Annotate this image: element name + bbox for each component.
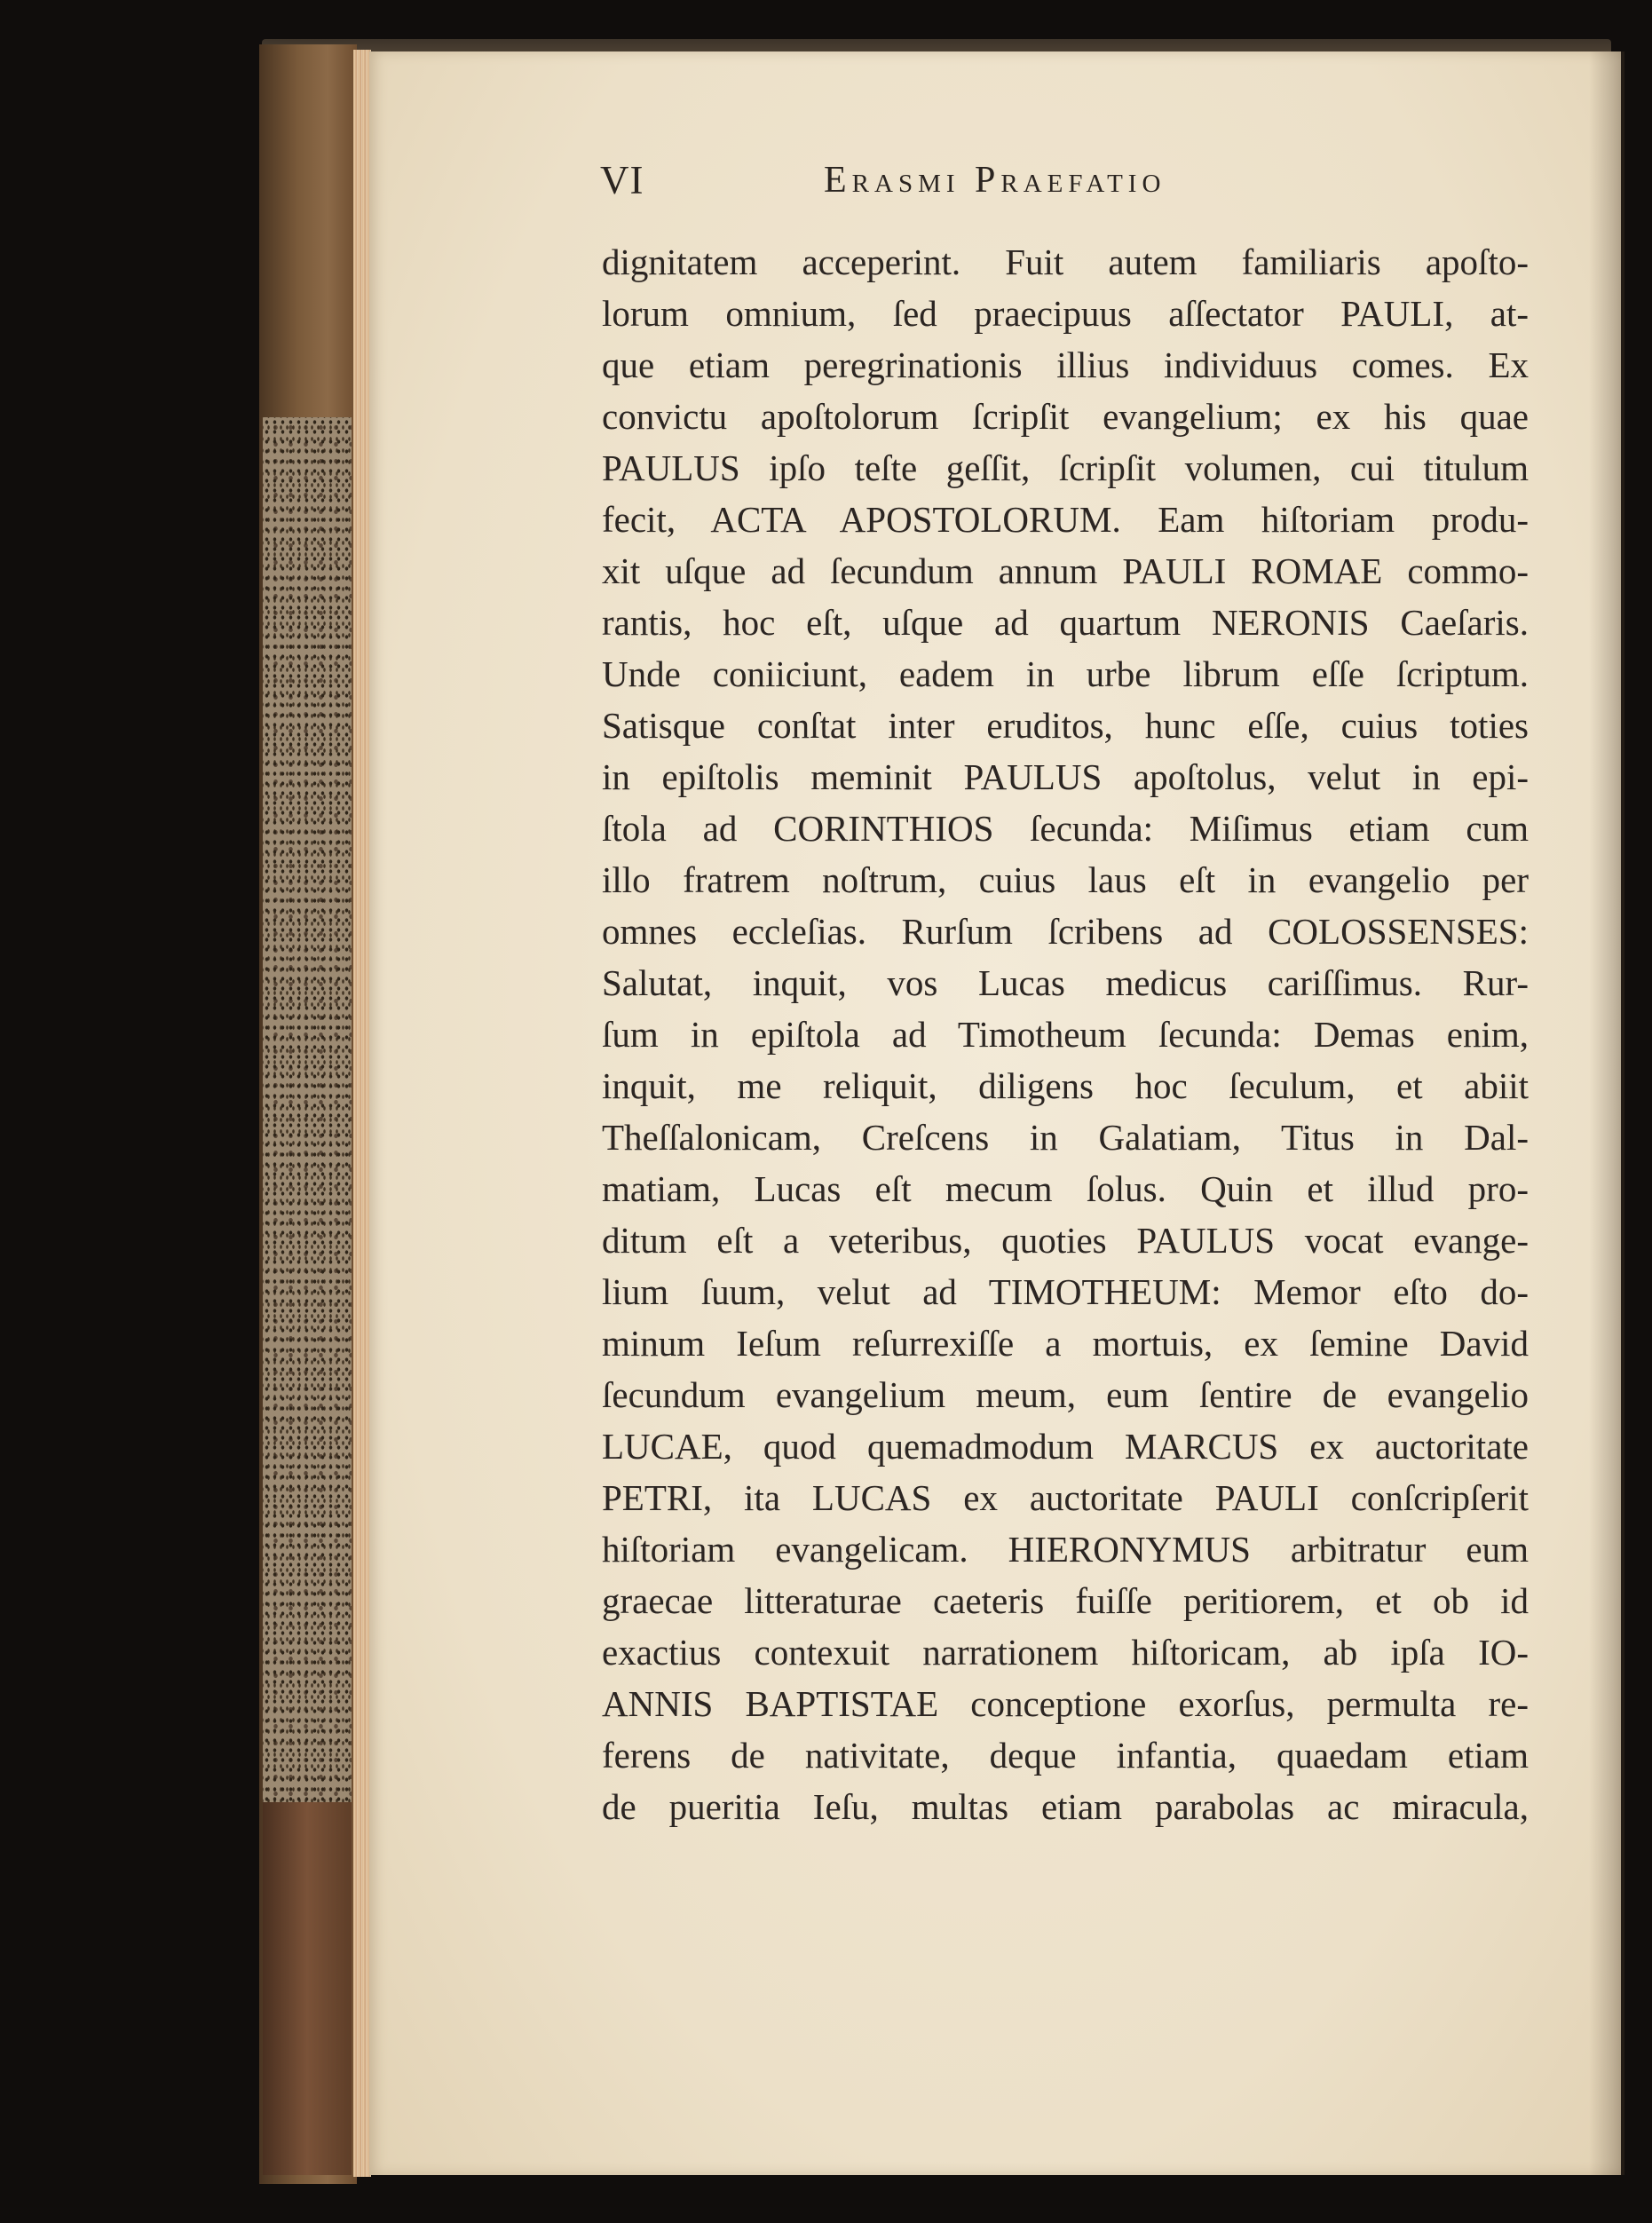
text-line: matiam, Lucas eſt mecum ſolus. Quin et illud pro- xyxy=(602,1168,1529,1209)
text-line: Salutat, inquit, vos Lucas medicus cariſſimus. Rur- xyxy=(602,962,1529,1003)
text-line: minum Ieſum reſurrexiſſe a mortuis, ex ſemine David xyxy=(602,1323,1529,1364)
text-line: ſtola ad CORINTHIOS ſecunda: Miſimus etiam cum xyxy=(602,808,1529,849)
page-gutter-shadow xyxy=(1589,51,1624,2175)
text-line: in epiſtolis meminit PAULUS apoſtolus, velut in epi- xyxy=(602,756,1529,797)
text-line: fecit, ACTA APOSTOLORUM. Eam hiſtoriam produ- xyxy=(602,499,1529,540)
text-line: rantis, hoc eſt, uſque ad quartum NERONIS Caeſaris. xyxy=(602,602,1529,643)
leather-corner xyxy=(263,1802,352,2175)
text-line: ferens de nativitate, deque infantia, quaedam etiam xyxy=(602,1735,1529,1776)
text-line: LUCAE, quod quemadmodum MARCUS ex auctoritate xyxy=(602,1426,1529,1467)
text-line: ditum eſt a veteribus, quoties PAULUS vocat evange- xyxy=(602,1220,1529,1261)
text-line: omnes eccleſias. Rurſum ſcribens ad COLOSSENSES: xyxy=(602,911,1529,952)
text-line: Theſſalonicam, Creſcens in Galatiam, Titus in Dal- xyxy=(602,1117,1529,1158)
text-line: PAULUS ipſo teſte geſſit, ſcripſit volumen, cui titulum xyxy=(602,447,1529,488)
speckled-paper-cover xyxy=(263,417,352,1802)
page-edges xyxy=(353,50,371,2177)
text-line: ſum in epiſtola ad Timotheum ſecunda: Demas enim, xyxy=(602,1014,1529,1055)
text-line: convictu apoſtolorum ſcripſit evangelium; ex his quae xyxy=(602,396,1529,437)
text-line: PETRI, ita LUCAS ex auctoritate PAULI conſcripſerit xyxy=(602,1477,1529,1518)
text-line: ſecundum evangelium meum, eum ſentire de evangelio xyxy=(602,1374,1529,1415)
text-line: xit uſque ad ſecundum annum PAULI ROMAE commo- xyxy=(602,550,1529,591)
text-line: inquit, me reliquit, diligens hoc ſeculum, et abiit xyxy=(602,1065,1529,1106)
text-line: exactius contexuit narrationem hiſtoricam, ab ipſa IO- xyxy=(602,1632,1529,1673)
text-line: dignitatem acceperint. Fuit autem familiaris apoſto- xyxy=(602,241,1529,282)
text-line: illo fratrem noſtrum, cuius laus eſt in evangelio per xyxy=(602,859,1529,900)
text-line: graecae litteraturae caeteris fuiſſe peritiorem, et ob id xyxy=(602,1580,1529,1621)
page-number: VI xyxy=(600,158,644,202)
text-line: Unde coniiciunt, eadem in urbe librum eſſe ſcriptum. xyxy=(602,653,1529,694)
text-line: de pueritia Ieſu, multas etiam parabolas ac miracula, xyxy=(602,1786,1529,1827)
text-line: ANNIS BAPTISTAE conceptione exorſus, permulta re- xyxy=(602,1683,1529,1724)
running-title: Erasmi Praefatio xyxy=(824,160,1166,201)
running-head xyxy=(600,154,1539,207)
text-line: lium ſuum, velut ad TIMOTHEUM: Memor eſto do- xyxy=(602,1271,1529,1312)
text-line: lorum omnium, ſed praecipuus aſſectator PAULI, at- xyxy=(602,293,1529,334)
text-line: Satisque conſtat inter eruditos, hunc eſſe, cuius toties xyxy=(602,705,1529,746)
text-line: hiſtoriam evangelicam. HIERONYMUS arbitratur eum xyxy=(602,1529,1529,1570)
text-line: que etiam peregrinationis illius individuus comes. Ex xyxy=(602,344,1529,385)
